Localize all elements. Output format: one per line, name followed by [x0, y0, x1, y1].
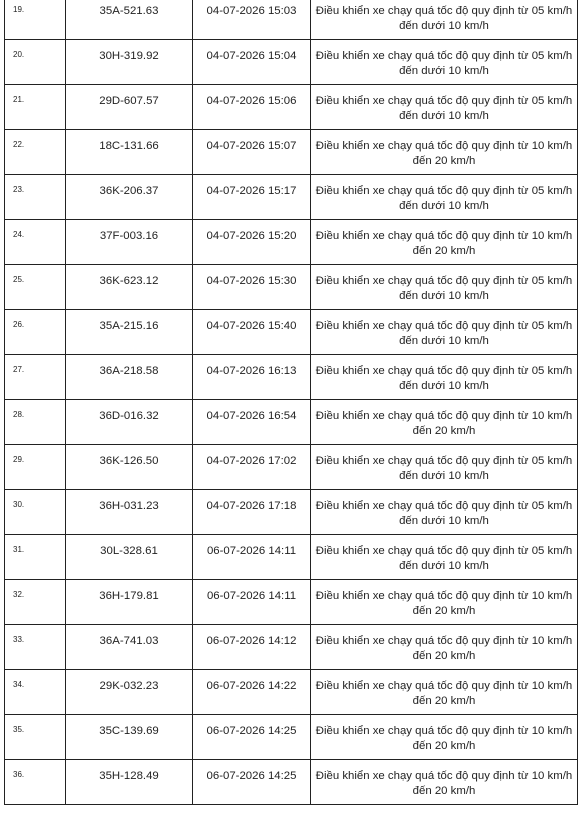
- time-cell: [193, 0, 311, 40]
- description-line-2: đến 20 km/h: [412, 650, 476, 662]
- violation-description: [311, 580, 577, 619]
- description-cell: [311, 490, 578, 535]
- license-plate: 35H-128.49: [99, 770, 159, 782]
- time-cell: [193, 85, 311, 130]
- description-cell: [311, 175, 578, 220]
- violation-description: [311, 265, 577, 304]
- table-row: [5, 715, 578, 760]
- description-line-2: đến 20 km/h: [412, 605, 476, 617]
- description-line-2: đến dưới 10 km/h: [399, 65, 489, 77]
- row-number-cell: [5, 535, 66, 580]
- description-line-1: Điều khiển xe chạy quá tốc độ quy định từ 10 km/h: [315, 770, 573, 782]
- time-cell: [193, 715, 311, 760]
- description-cell: [311, 220, 578, 265]
- description-line-1: Điều khiển xe chạy quá tốc độ quy định từ 10 km/h: [315, 635, 573, 647]
- description-line-2: đến 20 km/h: [412, 155, 476, 167]
- license-plate: 29D-607.57: [99, 95, 159, 107]
- violation-time: 04-07-2026 17:02: [206, 455, 297, 467]
- time-cell: [193, 670, 311, 715]
- description-line-1: Điều khiển xe chạy quá tốc độ quy định từ 05 km/h: [315, 320, 573, 332]
- table-row: [5, 580, 578, 625]
- violations-table: [4, 0, 578, 805]
- plate-cell: [66, 265, 193, 310]
- description-line-1: Điều khiển xe chạy quá tốc độ quy định từ 05 km/h: [315, 455, 573, 467]
- violation-description: [311, 355, 577, 394]
- description-line-2: đến dưới 10 km/h: [399, 110, 489, 122]
- violation-description: [311, 445, 577, 484]
- license-plate: 36K-623.12: [99, 275, 159, 287]
- license-plate: 36H-179.81: [99, 590, 159, 602]
- description-cell: [311, 760, 578, 805]
- description-cell: [311, 400, 578, 445]
- row-number: 33.: [13, 635, 25, 644]
- row-number-cell: [5, 40, 66, 85]
- row-number: 25.: [13, 275, 25, 284]
- table-row: [5, 265, 578, 310]
- description-cell: [311, 310, 578, 355]
- description-cell: [311, 85, 578, 130]
- license-plate: 36A-741.03: [99, 635, 159, 647]
- table-body: [5, 0, 578, 805]
- description-line-2: đến dưới 10 km/h: [399, 20, 489, 32]
- license-plate: 36A-218.58: [99, 365, 159, 377]
- row-number-cell: [5, 175, 66, 220]
- row-number: 19.: [13, 5, 25, 14]
- row-number-cell: [5, 310, 66, 355]
- description-line-2: đến dưới 10 km/h: [399, 515, 489, 527]
- description-line-1: Điều khiển xe chạy quá tốc độ quy định từ 05 km/h: [315, 95, 573, 107]
- plate-cell: [66, 760, 193, 805]
- violation-time: 06-07-2026 14:11: [206, 590, 297, 602]
- license-plate: 35A-215.16: [99, 320, 159, 332]
- plate-cell: [66, 580, 193, 625]
- row-number-cell: [5, 130, 66, 175]
- table-row: [5, 130, 578, 175]
- row-number-cell: [5, 490, 66, 535]
- description-line-1: Điều khiển xe chạy quá tốc độ quy định từ 10 km/h: [315, 410, 573, 422]
- table-row: [5, 400, 578, 445]
- description-line-2: đến 20 km/h: [412, 785, 476, 797]
- time-cell: [193, 355, 311, 400]
- description-cell: [311, 445, 578, 490]
- description-line-1: Điều khiển xe chạy quá tốc độ quy định từ 10 km/h: [315, 230, 573, 242]
- violation-time: 04-07-2026 15:17: [206, 185, 297, 197]
- time-cell: [193, 535, 311, 580]
- description-line-1: Điều khiển xe chạy quá tốc độ quy định từ 05 km/h: [315, 185, 573, 197]
- row-number-cell: [5, 400, 66, 445]
- description-cell: [311, 40, 578, 85]
- plate-cell: [66, 220, 193, 265]
- table-row: [5, 490, 578, 535]
- plate-cell: [66, 670, 193, 715]
- time-cell: [193, 220, 311, 265]
- license-plate: 37F-003.16: [99, 230, 159, 242]
- plate-cell: [66, 490, 193, 535]
- description-line-2: đến dưới 10 km/h: [399, 200, 489, 212]
- plate-cell: [66, 40, 193, 85]
- description-line-2: đến dưới 10 km/h: [399, 470, 489, 482]
- violation-time: 04-07-2026 15:30: [206, 275, 297, 287]
- description-line-1: Điều khiển xe chạy quá tốc độ quy định từ 05 km/h: [315, 275, 573, 287]
- violation-description: [311, 670, 577, 709]
- table-row: [5, 625, 578, 670]
- license-plate: 35A-521.63: [99, 5, 159, 17]
- row-number: 32.: [13, 590, 25, 599]
- description-line-2: đến 20 km/h: [412, 695, 476, 707]
- violation-time: 04-07-2026 15:20: [206, 230, 297, 242]
- row-number: 36.: [13, 770, 25, 779]
- time-cell: [193, 400, 311, 445]
- violation-time: 06-07-2026 14:11: [206, 545, 297, 557]
- description-line-2: đến dưới 10 km/h: [399, 290, 489, 302]
- description-cell: [311, 130, 578, 175]
- description-line-2: đến 20 km/h: [412, 740, 476, 752]
- plate-cell: [66, 85, 193, 130]
- violation-description: [311, 0, 577, 34]
- time-cell: [193, 310, 311, 355]
- violation-description: [311, 310, 577, 349]
- description-cell: [311, 580, 578, 625]
- time-cell: [193, 490, 311, 535]
- license-plate: 36K-206.37: [99, 185, 159, 197]
- plate-cell: [66, 715, 193, 760]
- row-number: 30.: [13, 500, 25, 509]
- time-cell: [193, 445, 311, 490]
- table-row: [5, 0, 578, 40]
- description-cell: [311, 265, 578, 310]
- description-line-2: đến dưới 10 km/h: [399, 560, 489, 572]
- violation-time: 04-07-2026 15:40: [206, 320, 297, 332]
- license-plate: 18C-131.66: [99, 140, 159, 152]
- time-cell: [193, 760, 311, 805]
- violation-time: 04-07-2026 16:54: [206, 410, 297, 422]
- violation-time: 04-07-2026 17:18: [206, 500, 297, 512]
- row-number: 23.: [13, 185, 25, 194]
- table-row: [5, 355, 578, 400]
- plate-cell: [66, 400, 193, 445]
- table-row: [5, 40, 578, 85]
- violation-time: 04-07-2026 15:06: [206, 95, 297, 107]
- violation-description: [311, 400, 577, 439]
- violation-description: [311, 535, 577, 574]
- description-line-1: Điều khiển xe chạy quá tốc độ quy định từ 05 km/h: [315, 545, 573, 557]
- description-line-2: đến dưới 10 km/h: [399, 380, 489, 392]
- row-number-cell: [5, 670, 66, 715]
- description-line-1: Điều khiển xe chạy quá tốc độ quy định từ 10 km/h: [315, 140, 573, 152]
- violation-description: [311, 85, 577, 124]
- plate-cell: [66, 445, 193, 490]
- row-number: 34.: [13, 680, 25, 689]
- row-number: 31.: [13, 545, 25, 554]
- row-number: 20.: [13, 50, 25, 59]
- row-number: 35.: [13, 725, 25, 734]
- license-plate: 36D-016.32: [99, 410, 159, 422]
- row-number-cell: [5, 220, 66, 265]
- table-row: [5, 310, 578, 355]
- description-cell: [311, 715, 578, 760]
- description-line-1: Điều khiển xe chạy quá tốc độ quy định từ 05 km/h: [315, 500, 573, 512]
- description-cell: [311, 355, 578, 400]
- row-number-cell: [5, 0, 66, 40]
- description-line-1: Điều khiển xe chạy quá tốc độ quy định từ 10 km/h: [315, 680, 573, 692]
- license-plate: 29K-032.23: [99, 680, 159, 692]
- plate-cell: [66, 175, 193, 220]
- time-cell: [193, 130, 311, 175]
- violation-time: 04-07-2026 15:03: [206, 5, 297, 17]
- row-number-cell: [5, 580, 66, 625]
- violation-description: [311, 490, 577, 529]
- license-plate: 30L-328.61: [100, 545, 158, 557]
- description-line-1: Điều khiển xe chạy quá tốc độ quy định từ 05 km/h: [315, 5, 573, 17]
- violation-time: 04-07-2026 15:04: [206, 50, 297, 62]
- row-number: 29.: [13, 455, 25, 464]
- description-line-2: đến 20 km/h: [412, 425, 476, 437]
- table-row: [5, 85, 578, 130]
- row-number-cell: [5, 85, 66, 130]
- table-row: [5, 760, 578, 805]
- description-cell: [311, 0, 578, 40]
- violation-description: [311, 220, 577, 259]
- plate-cell: [66, 625, 193, 670]
- violation-description: [311, 130, 577, 169]
- row-number: 28.: [13, 410, 25, 419]
- table-row: [5, 535, 578, 580]
- plate-cell: [66, 355, 193, 400]
- row-number: 22.: [13, 140, 25, 149]
- plate-cell: [66, 0, 193, 40]
- row-number-cell: [5, 625, 66, 670]
- violation-time: 04-07-2026 15:07: [206, 140, 297, 152]
- row-number-cell: [5, 445, 66, 490]
- time-cell: [193, 265, 311, 310]
- time-cell: [193, 580, 311, 625]
- description-cell: [311, 670, 578, 715]
- row-number-cell: [5, 760, 66, 805]
- violation-time: 06-07-2026 14:25: [206, 770, 297, 782]
- violation-time: 06-07-2026 14:25: [206, 725, 297, 737]
- time-cell: [193, 40, 311, 85]
- violation-description: [311, 40, 577, 79]
- violation-description: [311, 760, 577, 799]
- description-line-1: Điều khiển xe chạy quá tốc độ quy định từ 10 km/h: [315, 590, 573, 602]
- description-line-1: Điều khiển xe chạy quá tốc độ quy định từ 05 km/h: [315, 365, 573, 377]
- row-number: 21.: [13, 95, 25, 104]
- row-number: 27.: [13, 365, 25, 374]
- description-line-1: Điều khiển xe chạy quá tốc độ quy định từ 05 km/h: [315, 50, 573, 62]
- license-plate: 36H-031.23: [99, 500, 159, 512]
- time-cell: [193, 625, 311, 670]
- license-plate: 30H-319.92: [99, 50, 159, 62]
- violation-description: [311, 175, 577, 214]
- description-cell: [311, 625, 578, 670]
- violation-time: 04-07-2026 16:13: [206, 365, 297, 377]
- violation-time: 06-07-2026 14:22: [206, 680, 297, 692]
- plate-cell: [66, 130, 193, 175]
- license-plate: 35C-139.69: [99, 725, 159, 737]
- table-row: [5, 670, 578, 715]
- row-number: 26.: [13, 320, 25, 329]
- table-row: [5, 445, 578, 490]
- row-number-cell: [5, 715, 66, 760]
- license-plate: 36K-126.50: [99, 455, 159, 467]
- table-row: [5, 175, 578, 220]
- row-number-cell: [5, 355, 66, 400]
- row-number-cell: [5, 265, 66, 310]
- table-row: [5, 220, 578, 265]
- description-line-2: đến dưới 10 km/h: [399, 335, 489, 347]
- plate-cell: [66, 310, 193, 355]
- description-cell: [311, 535, 578, 580]
- plate-cell: [66, 535, 193, 580]
- row-number: 24.: [13, 230, 25, 239]
- time-cell: [193, 175, 311, 220]
- violation-description: [311, 625, 577, 664]
- description-line-1: Điều khiển xe chạy quá tốc độ quy định từ 10 km/h: [315, 725, 573, 737]
- violation-description: [311, 715, 577, 754]
- description-line-2: đến 20 km/h: [412, 245, 476, 257]
- violation-time: 06-07-2026 14:12: [206, 635, 297, 647]
